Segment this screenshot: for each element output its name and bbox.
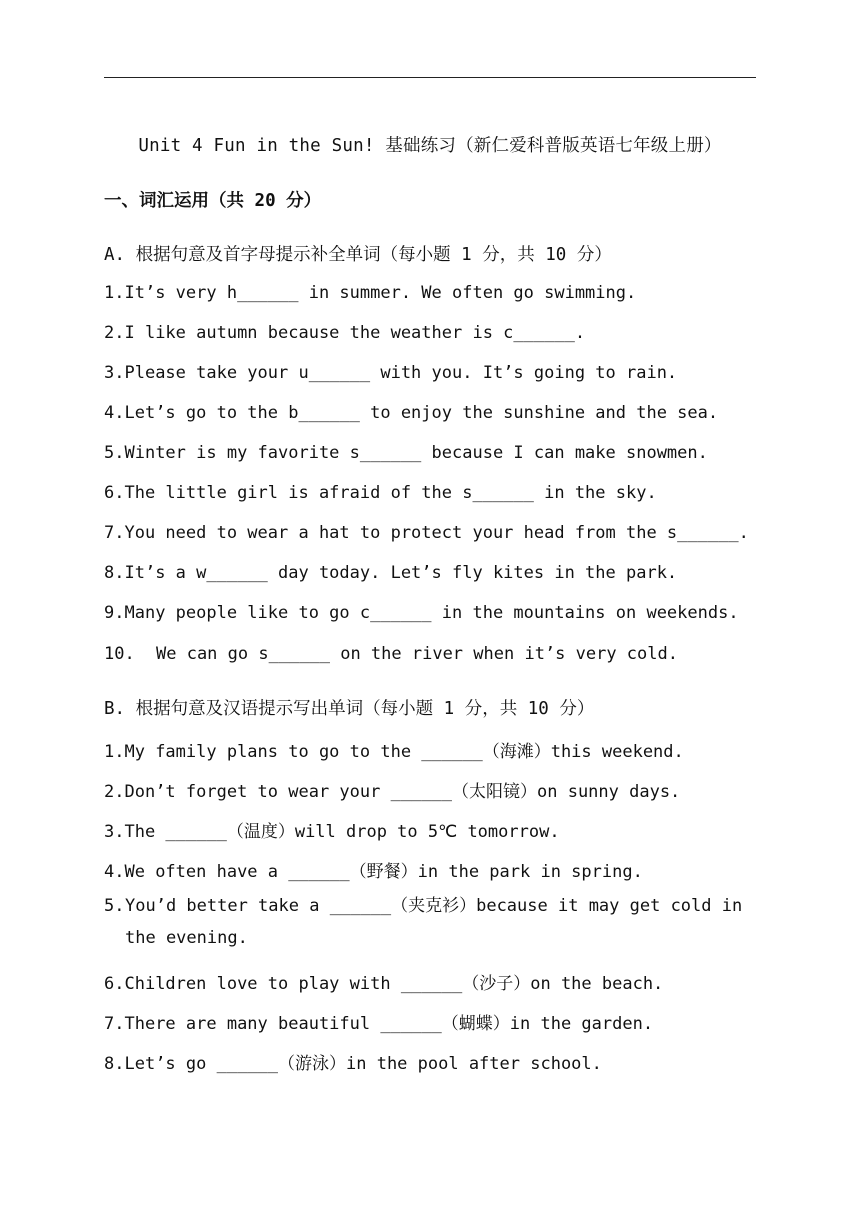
part-b-question-5	[104, 890, 764, 954]
section-one-heading: 一、词汇运用（共 20 分）	[104, 191, 322, 211]
part-b-question-8	[104, 1049, 602, 1074]
question-number: 3.	[104, 363, 125, 383]
question-text: You need to wear a hat to protect your head from the s______.	[124, 523, 749, 543]
question-text: You’d better take a ______（夹克衫）because it may get cold in	[125, 896, 743, 916]
question-text-continuation: the evening.	[125, 928, 248, 948]
question-text: It’s a w______ day today. Let’s fly kites in the park.	[124, 563, 678, 583]
question-number: 4.	[104, 862, 125, 882]
question-text: Winter is my favorite s______ because I can make snowmen.	[124, 443, 708, 463]
part-a-question-9	[104, 603, 739, 623]
question-text: It’s very h______ in summer. We often go swimming.	[124, 283, 637, 303]
question-number: 10.	[104, 644, 135, 664]
worksheet-title: Unit 4 Fun in the Sun! 基础练习（新仁爱科普版英语七年级上册）	[138, 136, 722, 156]
question-text: We often have a ______（野餐）in the park in spring.	[124, 862, 643, 882]
question-text: Let’s go to the b______ to enjoy the sunshine and the sea.	[124, 403, 719, 423]
question-text: The ______（温度）will drop to 5℃ tomorrow.	[124, 822, 560, 842]
question-text: Don’t forget to wear your ______（太阳镜）on sunny days.	[124, 782, 681, 802]
header-rule	[104, 77, 756, 78]
question-number: 3.	[104, 822, 125, 842]
part-b-question-2	[104, 777, 680, 802]
question-number: 7.	[104, 523, 125, 543]
question-text: Please take your u______ with you. It’s going to rain.	[124, 363, 678, 383]
part-a-heading: A. 根据句意及首字母提示补全单词（每小题 1 分，共 10 分）	[104, 245, 612, 265]
question-number: 9.	[104, 603, 125, 623]
question-number: 4.	[104, 403, 125, 423]
question-text: My family plans to go to the ______（海滩）this weekend.	[124, 742, 684, 762]
question-text: There are many beautiful ______（蝴蝶）in the garden.	[124, 1014, 654, 1034]
part-b-question-3	[104, 817, 560, 842]
part-a-question-10	[104, 644, 678, 664]
part-b-question-1	[104, 737, 684, 762]
part-a-question-7	[104, 523, 749, 543]
question-number: 2.	[104, 323, 125, 343]
worksheet-page	[104, 0, 756, 1216]
question-text: Many people like to go c______ in the mountains on weekends.	[124, 603, 739, 623]
question-text: The little girl is afraid of the s______ in the sky.	[124, 483, 657, 503]
question-number: 2.	[104, 782, 125, 802]
question-number: 1.	[104, 283, 125, 303]
question-number: 8.	[104, 1054, 125, 1074]
question-number: 5.	[104, 896, 125, 916]
question-text: We can go s______ on the river when it’s very cold.	[156, 644, 678, 664]
part-b-question-6	[104, 969, 663, 994]
part-b-question-7	[104, 1009, 653, 1034]
part-a-question-4	[104, 403, 718, 423]
part-a-question-3	[104, 363, 677, 383]
question-text: Children love to play with ______（沙子）on the beach.	[124, 974, 664, 994]
part-a-question-8	[104, 563, 677, 583]
part-a-question-2	[104, 323, 585, 343]
question-text: Let’s go ______（游泳）in the pool after school.	[124, 1054, 602, 1074]
question-number: 5.	[104, 443, 125, 463]
question-number: 6.	[104, 974, 125, 994]
question-number: 8.	[104, 563, 125, 583]
question-number: 1.	[104, 742, 125, 762]
part-a-question-5	[104, 443, 708, 463]
part-b-question-4	[104, 857, 643, 882]
question-number: 7.	[104, 1014, 125, 1034]
part-a-question-1	[104, 283, 636, 303]
part-a-question-6	[104, 483, 657, 503]
question-number: 6.	[104, 483, 125, 503]
part-b-heading: B. 根据句意及汉语提示写出单词（每小题 1 分，共 10 分）	[104, 699, 595, 719]
question-text: I like autumn because the weather is c______.	[124, 323, 586, 343]
